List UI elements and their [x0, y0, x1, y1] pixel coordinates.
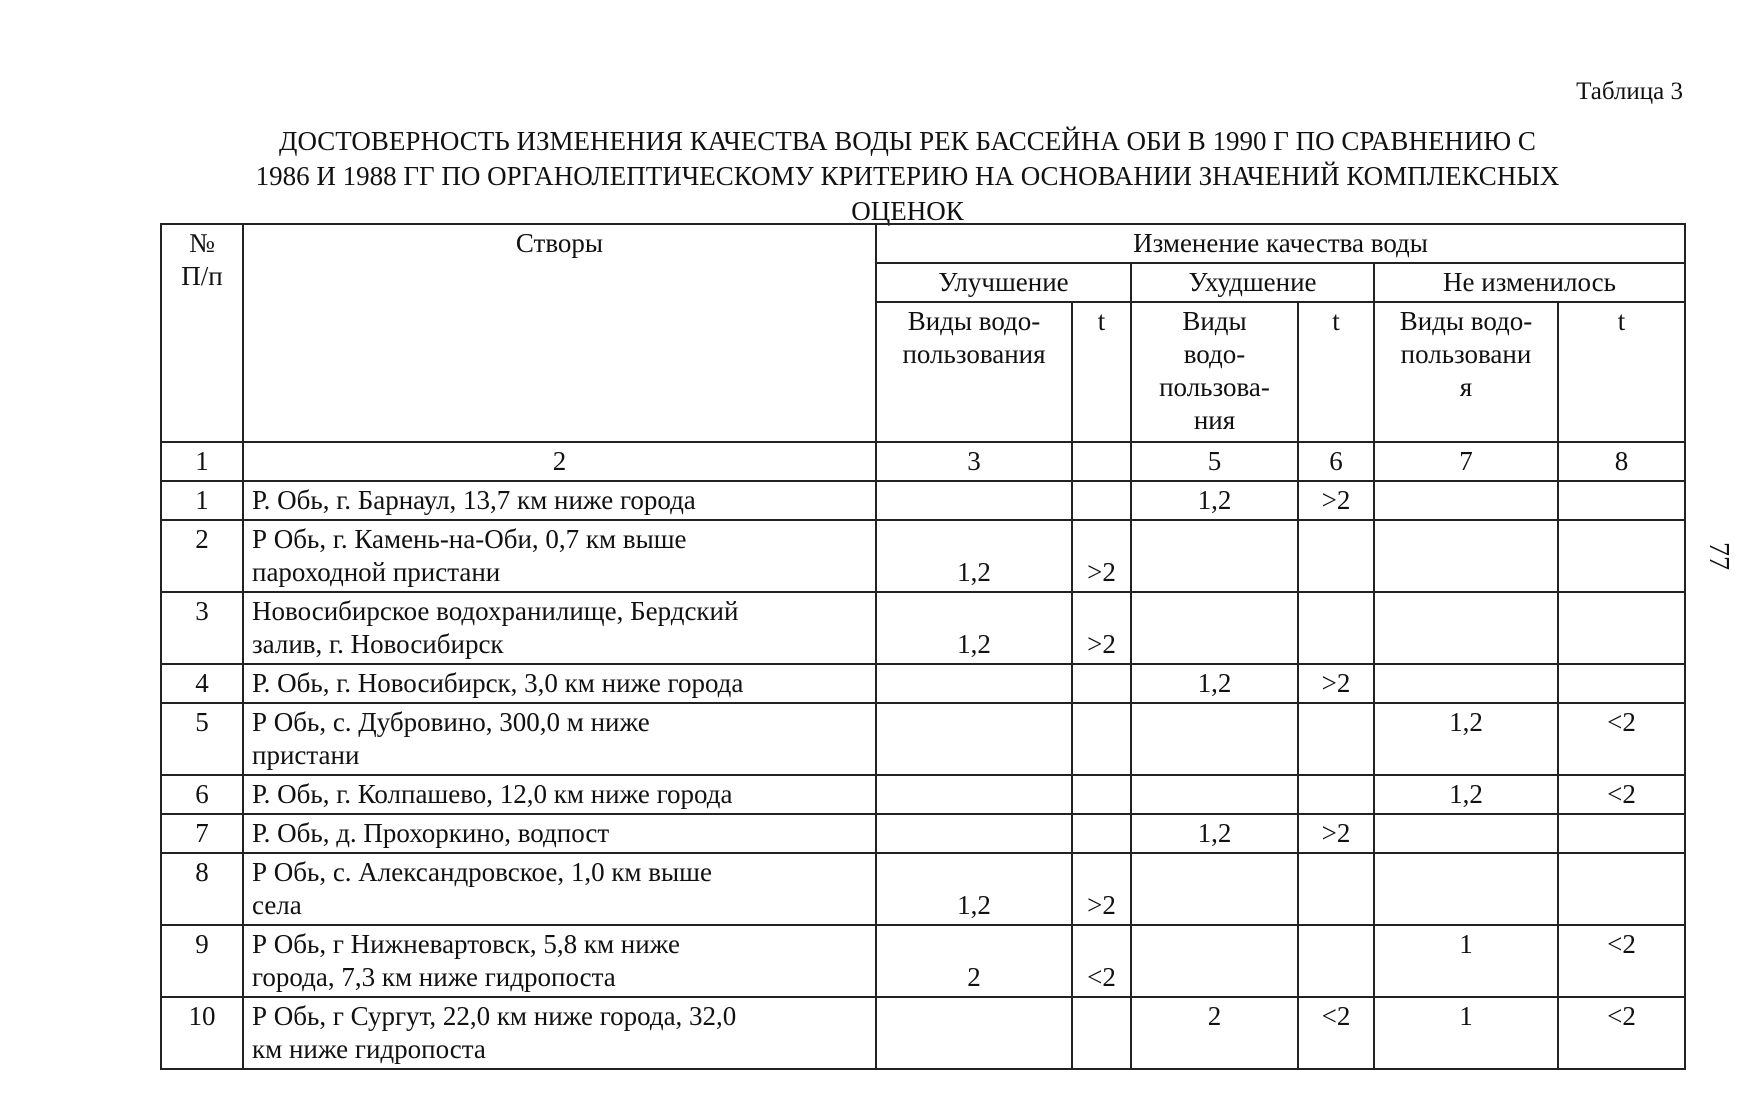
- header-text-line: ния: [1193, 405, 1236, 435]
- site-line: города, 7,3 км ниже гидропоста: [252, 962, 616, 992]
- site-name: [243, 853, 876, 925]
- worsening-t: [1298, 775, 1374, 814]
- improvement-t: <2: [1072, 925, 1131, 997]
- site-line: Р. Обь, г. Колпашево, 12,0 км ниже города: [252, 779, 733, 809]
- header-text-line: пользовани: [1400, 339, 1532, 369]
- row-number: 6: [161, 775, 243, 814]
- unchanged-use: [1374, 814, 1558, 853]
- worsening-t: [1298, 925, 1374, 997]
- improvement-use: [876, 997, 1072, 1069]
- table-row: [161, 814, 1685, 853]
- table-row: [161, 853, 1685, 925]
- header-text-line: Виды водо-: [907, 306, 1041, 336]
- unchanged-t: [1558, 592, 1685, 664]
- site-name: [243, 481, 876, 520]
- unchanged-t: <2: [1558, 775, 1685, 814]
- improvement-use: 1,2: [876, 592, 1072, 664]
- column-number: 6: [1298, 442, 1374, 481]
- column-number: 5: [1131, 442, 1298, 481]
- site-name: [243, 925, 876, 997]
- table-row: [161, 664, 1685, 703]
- improvement-t: [1072, 814, 1131, 853]
- site-line: Р Обь, г. Камень-на-Оби, 0,7 км выше: [252, 524, 687, 554]
- unchanged-use: [1374, 664, 1558, 703]
- header-text-line: водо-: [1183, 339, 1246, 369]
- unchanged-t: [1558, 814, 1685, 853]
- improvement-t: >2: [1072, 853, 1131, 925]
- unchanged-use: [1374, 520, 1558, 592]
- title-line: ОЦЕНОК: [851, 196, 964, 226]
- table-row: [161, 997, 1685, 1069]
- improvement-t: [1072, 703, 1131, 775]
- worsening-use: [1131, 703, 1298, 775]
- table-row: [161, 592, 1685, 664]
- header-text-line: Виды: [1182, 306, 1247, 336]
- worsening-use: [1131, 925, 1298, 997]
- site-line: пристани: [252, 740, 360, 770]
- unchanged-t: <2: [1558, 997, 1685, 1069]
- worsening-use: 2: [1131, 997, 1298, 1069]
- table-title: [130, 124, 1685, 229]
- header-t: t: [1558, 302, 1685, 442]
- improvement-t: [1072, 775, 1131, 814]
- site-line: Р Обь, г Нижневартовск, 5,8 км ниже: [252, 929, 680, 959]
- site-line: Новосибирское водохранилище, Бердский: [252, 596, 739, 626]
- site-name: [243, 592, 876, 664]
- improvement-use: 1,2: [876, 520, 1072, 592]
- worsening-use: 1,2: [1131, 481, 1298, 520]
- worsening-use: [1131, 775, 1298, 814]
- improvement-t: [1072, 664, 1131, 703]
- improvement-use: [876, 703, 1072, 775]
- worsening-use: [1131, 520, 1298, 592]
- column-number: [1072, 442, 1131, 481]
- improvement-use: 1,2: [876, 853, 1072, 925]
- unchanged-use: [1374, 592, 1558, 664]
- unchanged-t: <2: [1558, 703, 1685, 775]
- site-name: [243, 520, 876, 592]
- worsening-use: 1,2: [1131, 664, 1298, 703]
- worsening-use: 1,2: [1131, 814, 1298, 853]
- worsening-t: >2: [1298, 664, 1374, 703]
- row-number: 2: [161, 520, 243, 592]
- unchanged-use: 1: [1374, 997, 1558, 1069]
- worsening-t: [1298, 520, 1374, 592]
- improvement-t: >2: [1072, 592, 1131, 664]
- site-line: Р. Обь, д. Прохоркино, водпост: [252, 818, 610, 848]
- site-name: [243, 775, 876, 814]
- unchanged-use: 1: [1374, 925, 1558, 997]
- worsening-t: <2: [1298, 997, 1374, 1069]
- site-line: Р Обь, с. Дубровино, 300,0 м ниже: [252, 707, 650, 737]
- site-name: [243, 997, 876, 1069]
- header-change: Изменение качества воды: [876, 224, 1685, 263]
- worsening-t: [1298, 592, 1374, 664]
- water-quality-table: [160, 223, 1686, 1070]
- worsening-t: >2: [1298, 481, 1374, 520]
- header-row: [161, 224, 1685, 263]
- table-row: [161, 703, 1685, 775]
- row-number: 8: [161, 853, 243, 925]
- table-row: [161, 481, 1685, 520]
- unchanged-t: [1558, 520, 1685, 592]
- column-number: 8: [1558, 442, 1685, 481]
- header-number-line: П/п: [181, 261, 223, 291]
- header-use-worsening: [1131, 302, 1298, 442]
- header-number: [161, 224, 243, 442]
- improvement-use: [876, 481, 1072, 520]
- site-line: пароходной пристани: [252, 557, 501, 587]
- unchanged-use: [1374, 481, 1558, 520]
- page-number: 77: [1703, 542, 1734, 570]
- row-number: 1: [161, 481, 243, 520]
- header-number-line: №: [189, 228, 215, 258]
- header-unchanged: Не изменилось: [1374, 263, 1685, 302]
- title-line: 1986 И 1988 ГГ ПО ОРГАНОЛЕПТИЧЕСКОМУ КРИТЕРИЮ НА ОСНОВАНИИ ЗНАЧЕНИЙ КОМПЛЕКСНЫХ: [255, 161, 1560, 191]
- improvement-use: [876, 664, 1072, 703]
- unchanged-t: <2: [1558, 925, 1685, 997]
- table-label: Таблица 3: [1576, 78, 1683, 105]
- worsening-t: >2: [1298, 814, 1374, 853]
- row-number: 3: [161, 592, 243, 664]
- improvement-t: [1072, 997, 1131, 1069]
- header-t: t: [1298, 302, 1374, 442]
- column-number: 7: [1374, 442, 1558, 481]
- header-stvory: Створы: [243, 224, 876, 442]
- site-line: Р Обь, с. Александровское, 1,0 км выше: [252, 857, 712, 887]
- improvement-use: 2: [876, 925, 1072, 997]
- column-number: 2: [243, 442, 876, 481]
- improvement-t: >2: [1072, 520, 1131, 592]
- unchanged-t: [1558, 853, 1685, 925]
- column-number: 3: [876, 442, 1072, 481]
- site-line: села: [252, 890, 302, 920]
- header-text-line: я: [1459, 372, 1473, 402]
- site-name: [243, 703, 876, 775]
- worsening-use: [1131, 853, 1298, 925]
- table-row: [161, 520, 1685, 592]
- improvement-t: [1072, 481, 1131, 520]
- header-use-improvement: [876, 302, 1072, 442]
- table-row: [161, 925, 1685, 997]
- worsening-t: [1298, 853, 1374, 925]
- site-line: Р Обь, г Сургут, 22,0 км ниже города, 32,0: [252, 1001, 737, 1031]
- title-line: ДОСТОВЕРНОСТЬ ИЗМЕНЕНИЯ КАЧЕСТВА ВОДЫ РЕК БАССЕЙНА ОБИ В 1990 Г ПО СРАВНЕНИЮ С: [279, 126, 1536, 156]
- site-name: [243, 664, 876, 703]
- header-worsening: Ухудшение: [1131, 263, 1374, 302]
- table-body: [161, 481, 1685, 1069]
- column-number-row: [161, 442, 1685, 481]
- row-number: 9: [161, 925, 243, 997]
- header-text-line: Виды водо-: [1399, 306, 1533, 336]
- site-line: Р. Обь, г. Барнаул, 13,7 км ниже города: [252, 485, 696, 515]
- table-row: [161, 775, 1685, 814]
- header-use-unchanged: [1374, 302, 1558, 442]
- row-number: 10: [161, 997, 243, 1069]
- site-line: км ниже гидропоста: [252, 1034, 486, 1064]
- row-number: 4: [161, 664, 243, 703]
- site-name: [243, 814, 876, 853]
- header-improvement: Улучшение: [876, 263, 1131, 302]
- improvement-use: [876, 814, 1072, 853]
- site-line: Р. Обь, г. Новосибирск, 3,0 км ниже города: [252, 668, 744, 698]
- unchanged-use: 1,2: [1374, 775, 1558, 814]
- header-text-line: пользования: [902, 339, 1046, 369]
- unchanged-use: [1374, 853, 1558, 925]
- worsening-use: [1131, 592, 1298, 664]
- site-line: залив, г. Новосибирск: [252, 629, 504, 659]
- header-t: t: [1072, 302, 1131, 442]
- improvement-use: [876, 775, 1072, 814]
- unchanged-t: [1558, 481, 1685, 520]
- worsening-t: [1298, 703, 1374, 775]
- unchanged-t: [1558, 664, 1685, 703]
- row-number: 5: [161, 703, 243, 775]
- column-number: 1: [161, 442, 243, 481]
- header-text-line: пользова-: [1159, 372, 1270, 402]
- unchanged-use: 1,2: [1374, 703, 1558, 775]
- row-number: 7: [161, 814, 243, 853]
